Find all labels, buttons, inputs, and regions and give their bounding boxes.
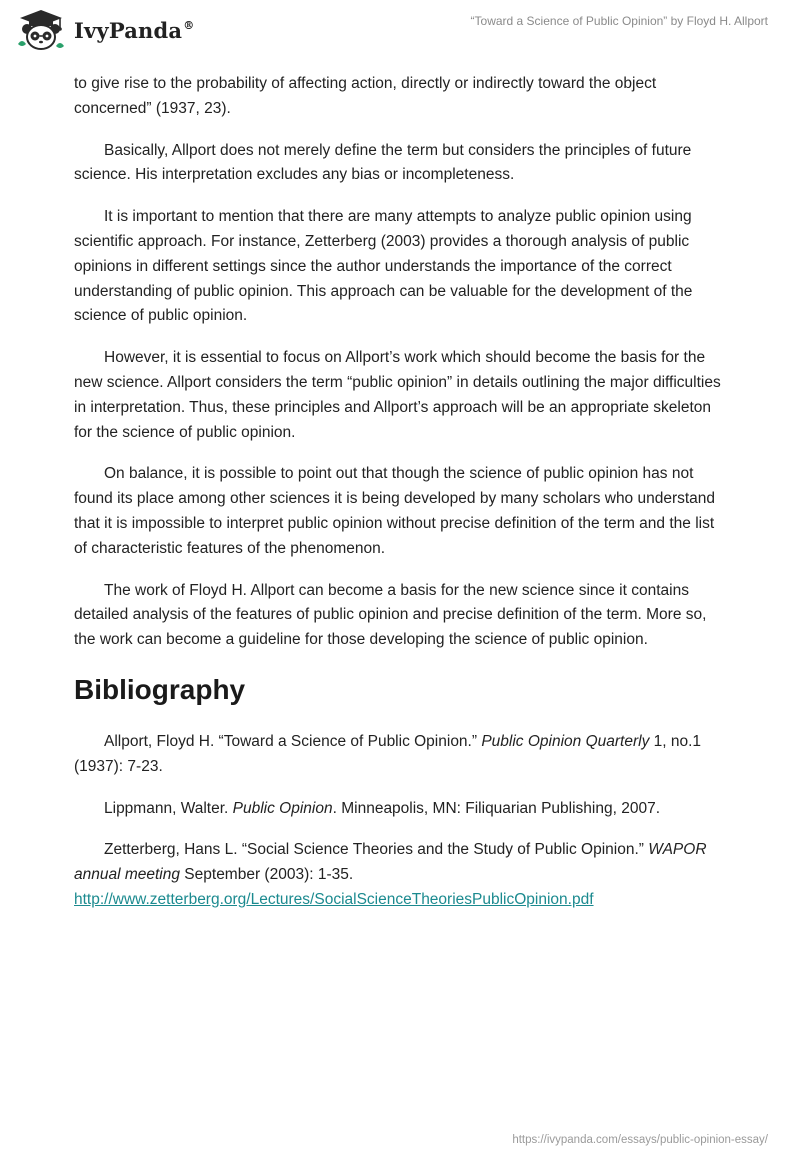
panda-graduate-icon bbox=[14, 8, 68, 52]
bibliography-entry: Allport, Floyd H. “Toward a Science of Public Opinion.” Public Opinion Quarterly 1, no.1 (1937): 7-23. bbox=[74, 732, 702, 775]
paragraph: Basically, Allport does not merely define the term but considers the principles of future science. His interpretation excludes any bias or incompleteness. bbox=[74, 141, 692, 184]
document-title: “Toward a Science of Public Opinion” by Floyd H. Allport bbox=[470, 14, 768, 28]
essay-body bbox=[74, 72, 724, 930]
paragraph: It is important to mention that there are many attempts to analyze public opinion using scientific approach. For instance, Zetterberg (2003) provides a thorough analysis of public opinions in different settings since the author understands the importance of the correct understanding of public opinion. This approach can be valuable for the development of the science of public opinion. bbox=[74, 208, 693, 325]
paragraph: to give rise to the probability of affecting action, directly or indirectly toward the object concerned” (1937, 23). bbox=[74, 75, 657, 117]
bibliography-heading: Bibliography bbox=[74, 673, 246, 705]
page-header bbox=[0, 0, 800, 70]
paragraph: However, it is essential to focus on Allport’s work which should become the basis for the new science. Allport considers the term “public opinion” in details outlining the major difficulties in interpretation. Thus, these principles and Allport’s approach will be an appropriate skeleton for the science of public opinion. bbox=[74, 349, 721, 441]
page-url: https://ivypanda.com/essays/public-opinion-essay/ bbox=[512, 1134, 768, 1146]
bibliography-entry: Zetterberg, Hans L. “Social Science Theories and the Study of Public Opinion.” WAPOR annual meeting September (2003): 1-35. http://www.zetterberg.org/Lectures/SocialScienceTheoriesPublicOpinion.pdf bbox=[74, 841, 707, 908]
bibliography-entry: Lippmann, Walter. Public Opinion. Minneapolis, MN: Filiquarian Publishing, 2007. bbox=[104, 799, 661, 817]
brand-name: IvyPanda® bbox=[74, 17, 195, 43]
paragraph: On balance, it is possible to point out that though the science of public opinion has not found its place among other sciences it is being developed by many scholars who understand that it is impossible to interpret public opinion without precise definition of the term and the list of characteristic features of the phenomenon. bbox=[74, 465, 716, 557]
source-link[interactable]: http://www.zetterberg.org/Lectures/SocialScienceTheoriesPublicOpinion.pdf bbox=[74, 890, 594, 908]
ivypanda-logo[interactable] bbox=[14, 8, 194, 52]
paragraph: The work of Floyd H. Allport can become a basis for the new science since it contains detailed analysis of the features of public opinion and precise definition of the term. More so, the work can become a guideline for those developing the science of public opinion. bbox=[74, 581, 707, 649]
